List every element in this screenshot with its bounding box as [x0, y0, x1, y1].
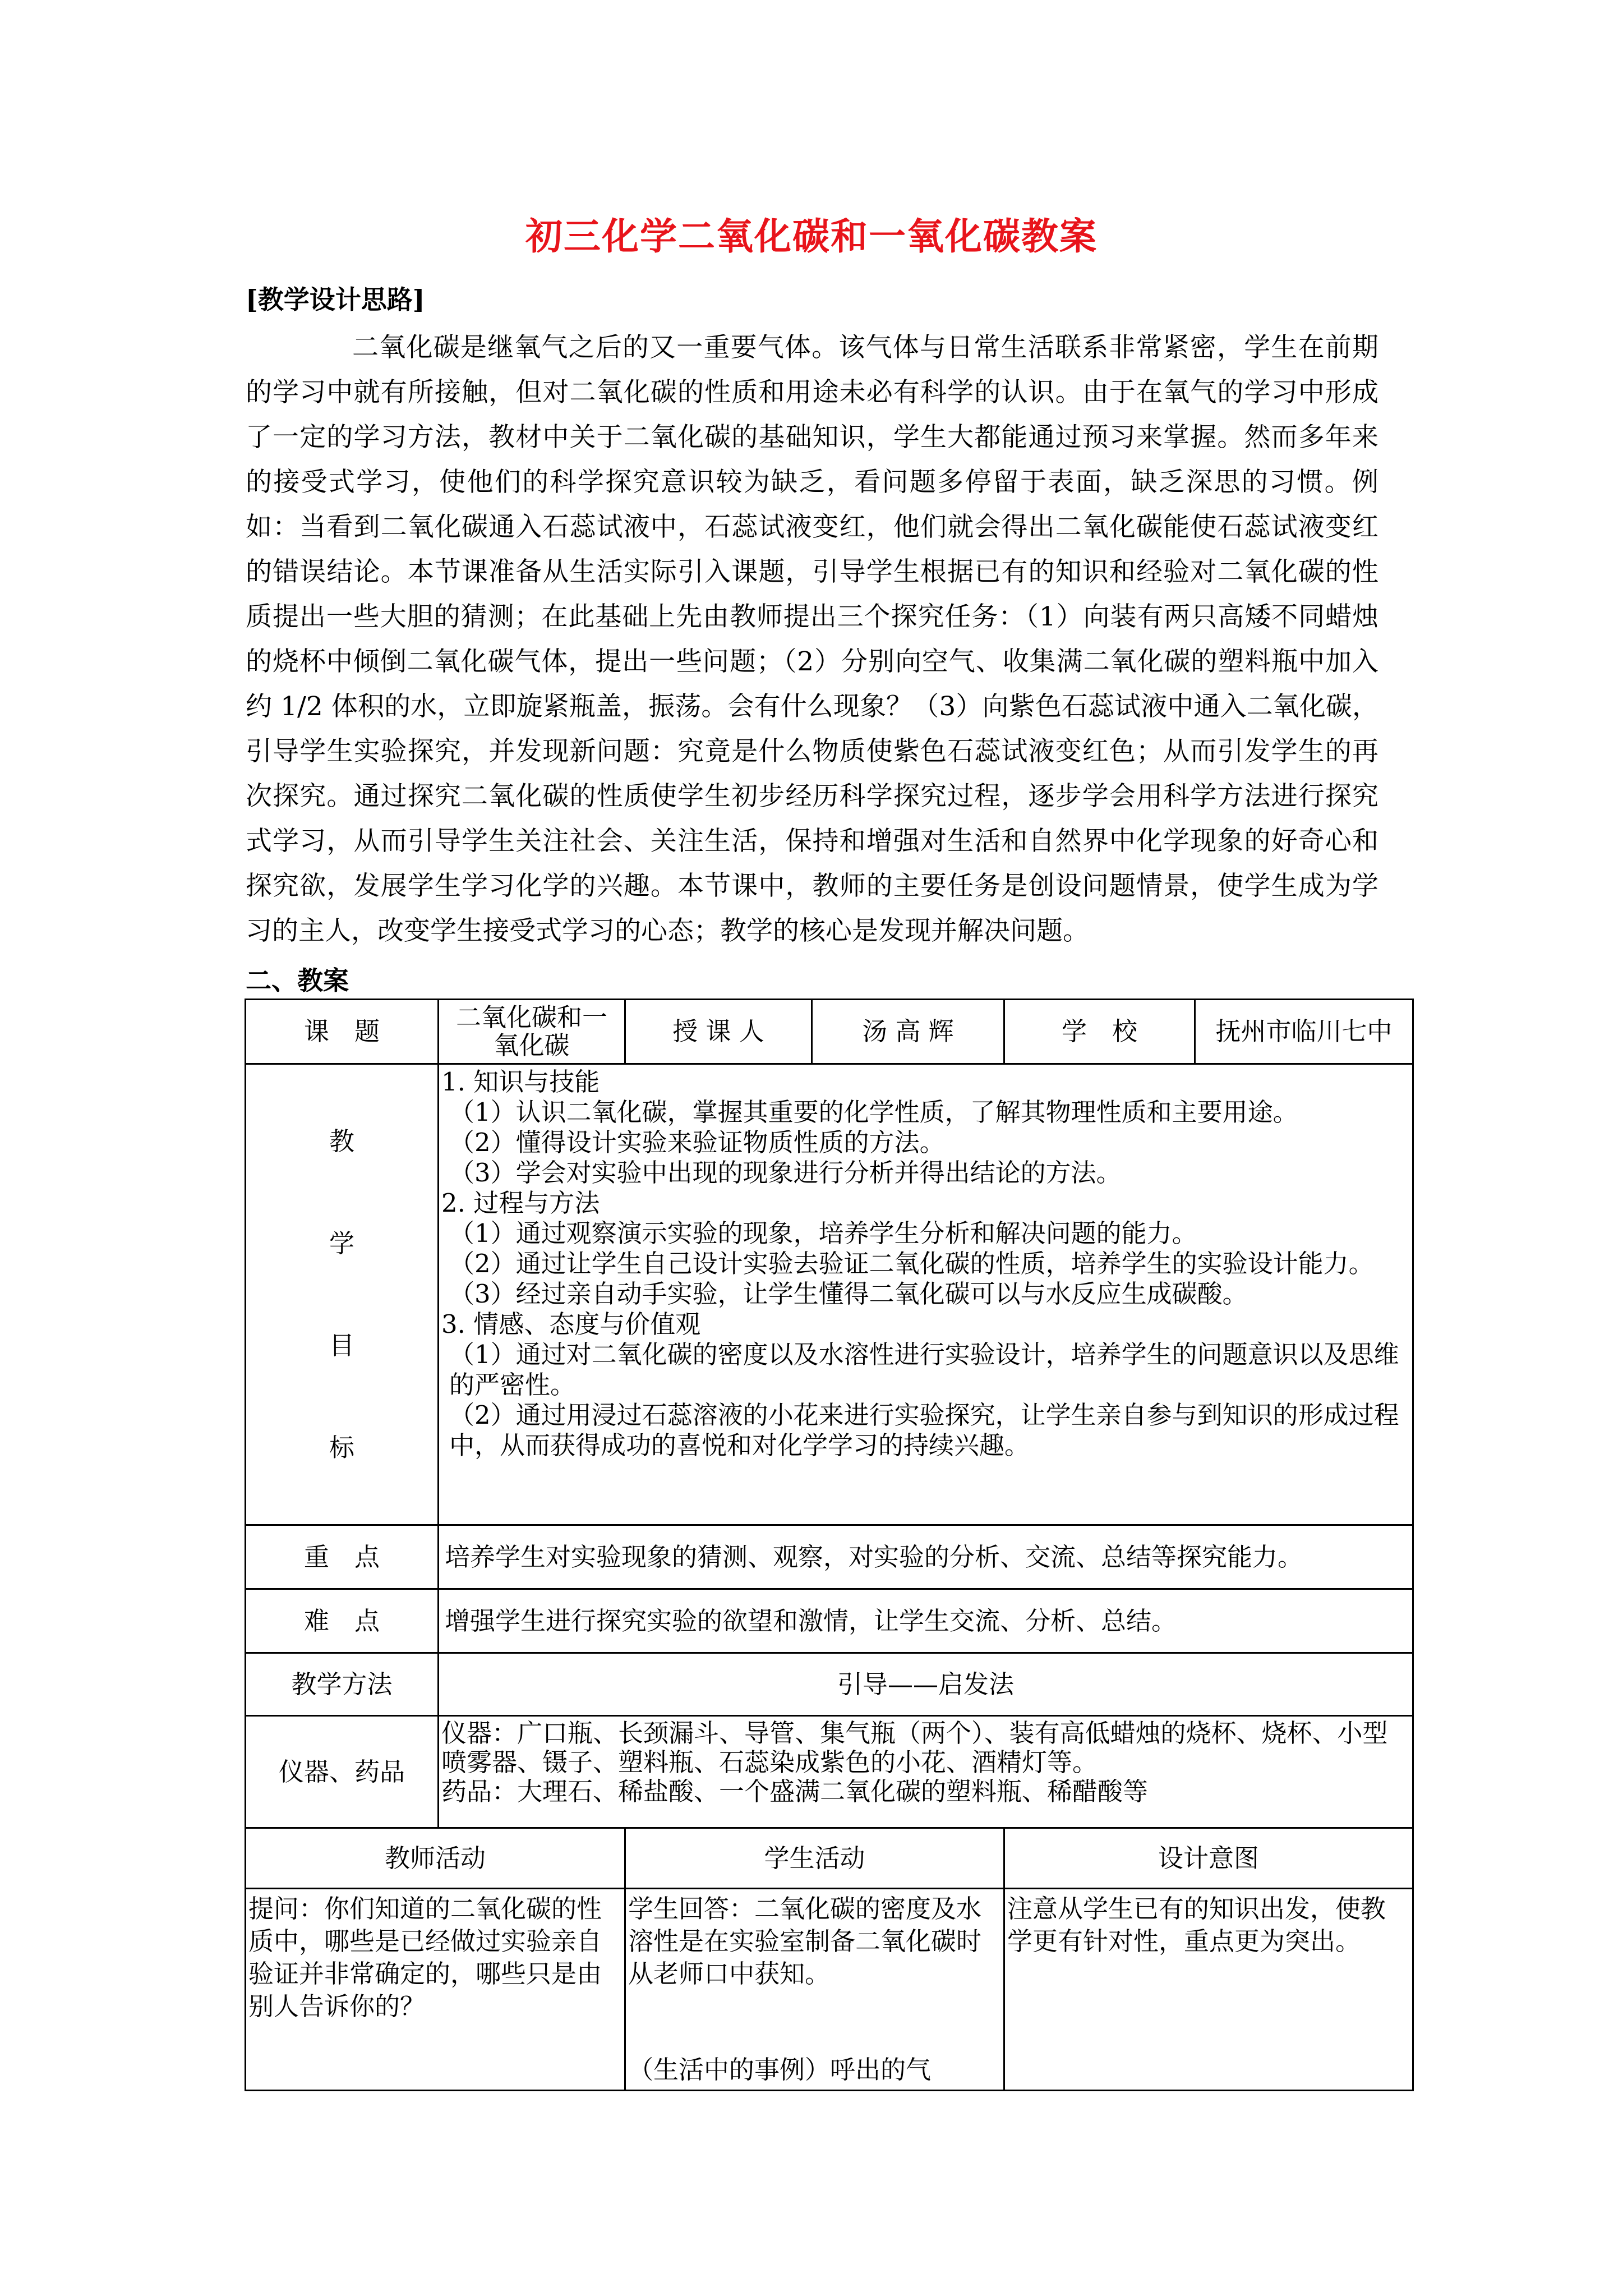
method-value: 引导——启发法	[439, 1653, 1413, 1716]
teacher-activity: 提问：你们知道的二氧化碳的性质中，哪些是已经做过实验亲自验证并非常确定的，哪些只是由别人告诉你的？	[246, 1889, 625, 2091]
goals-label-char: 标	[329, 1432, 354, 1462]
school-value: 抚州市临川七中	[1195, 1000, 1413, 1064]
student-activity-cell	[625, 1889, 1004, 2091]
goals-label-char: 教	[329, 1126, 354, 1156]
goal-item: （1）通过对二氧化碳的密度以及水溶性进行实验设计，培养学生的问题意识以及思维的严密性。	[449, 1340, 1399, 1400]
goal-heading: 1. 知识与技能	[441, 1067, 600, 1097]
teacher-label: 授 课 人	[625, 1000, 812, 1064]
key-points-row	[246, 1525, 1413, 1589]
design-paragraph-block	[246, 325, 1378, 954]
teacher-activity-header: 教师活动	[246, 1828, 625, 1889]
goal-item: （3）经过亲自动手实验，让学生懂得二氧化碳可以与水反应生成碳酸。	[449, 1279, 1248, 1309]
method-row	[246, 1653, 1413, 1716]
goal-item: （3）学会对实验中出现的现象进行分析并得出结论的方法。	[449, 1158, 1122, 1188]
design-paragraph: 二氧化碳是继氧气之后的又一重要气体。该气体与日常生活联系非常紧密，学生在前期的学习中就有所接触，但对二氧化碳的性质和用途未必有科学的认识。由于在氧气的学习中形成了一定的学习方法，教材中关于二氧化碳的基础知识，学生大都能通过预习来掌握。然而多年来的接受式学习，使他们的科学探究意识较为缺乏，看问题多停留于表面，缺乏深思的习惯。例如：当看到二氧化碳通入石蕊试液中，石蕊试液变红，他们就会得出二氧化碳能使石蕊试液变红的错误结论。本节课准备从生活实际引入课题，引导学生根据已有的知识和经验对二氧化碳的性质提出一些大胆的猜测；在此基础上先由教师提出三个探究任务：（1）向装有两只高矮不同蜡烛的烧杯中倾倒二氧化碳气体，提出一些问题；（2）分别向空气、收集满二氧化碳的塑料瓶中加入约 1/2 体积的水，立即旋紧瓶盖，振荡。会有什么现象？（3）向紫色石蕊试液中通入二氧化碳，引导学生实验探究，并发现新问题：究竟是什么物质使紫色石蕊试液变红色；从而引发学生的再次探究。通过探究二氧化碳的性质使学生初步经历科学探究过程，逐步学会用科学方法进行探究式学习，从而引导学生关注社会、关注生活，保持和增强对生活和自然界中化学现象的好奇心和探究欲，发展学生学习化学的兴趣。本节课中，教师的主要任务是创设问题情景，使学生成为学习的主人，改变学生接受式学习的心态；教学的核心是发现并解决问题。	[246, 332, 1378, 946]
info-row	[246, 1000, 1413, 1064]
goals-content	[439, 1064, 1413, 1525]
goal-heading: 2. 过程与方法	[441, 1188, 600, 1218]
goal-item: （1）认识二氧化碳，掌握其重要的化学性质，了解其物理性质和主要用途。	[449, 1097, 1298, 1127]
goal-item: （2）懂得设计实验来验证物质性质的方法。	[449, 1128, 945, 1157]
plan-heading: 二、教案	[246, 965, 349, 996]
goals-label-char: 学	[329, 1228, 354, 1258]
key-label: 重 点	[246, 1525, 439, 1589]
equipment-content	[439, 1716, 1413, 1828]
goals-row	[246, 1064, 1413, 1525]
method-label: 教学方法	[246, 1653, 439, 1716]
design-intent-header: 设计意图	[1004, 1828, 1413, 1889]
activity-header-row	[246, 1828, 1413, 1889]
key-value: 培养学生对实验现象的猜测、观察，对实验的分析、交流、总结等探究能力。	[439, 1525, 1413, 1589]
topic-value: 二氧化碳和一氧化碳	[439, 1000, 625, 1064]
goal-item: （1）通过观察演示实验的现象，培养学生分析和解决问题的能力。	[449, 1218, 1197, 1248]
goals-label-char: 目	[329, 1330, 354, 1360]
design-intent: 注意从学生已有的知识出发，使教学更有针对性，重点更为突出。	[1004, 1889, 1413, 2091]
goal-heading: 3. 情感、态度与价值观	[441, 1309, 701, 1339]
school-label: 学 校	[1004, 1000, 1195, 1064]
equipment-label: 仪器、药品	[246, 1716, 439, 1828]
teacher-value: 汤 高 辉	[812, 1000, 1004, 1064]
design-heading: [教学设计思路]	[246, 284, 425, 315]
equipment-row	[246, 1716, 1413, 1828]
page-title: 初三化学二氧化碳和一氧化碳教案	[525, 214, 1098, 258]
student-activity-header: 学生活动	[625, 1828, 1004, 1889]
goals-label	[246, 1064, 439, 1525]
student-activity: 学生回答：二氧化碳的密度及水溶性是在实验室制备二氧化碳时从老师口中获知。	[628, 1894, 982, 1989]
topic-label: 课 题	[246, 1000, 439, 1064]
difficulty-row	[246, 1589, 1413, 1653]
drugs-value: 药品：大理石、稀盐酸、一个盛满二氧化碳的塑料瓶、稀醋酸等	[441, 1777, 1149, 1806]
equipment-value: 仪器：广口瓶、长颈漏斗、导管、集气瓶（两个）、装有高低蜡烛的烧杯、烧杯、小型喷雾器、镊子、塑料瓶、石蕊染成紫色的小花、酒精灯等。	[441, 1718, 1388, 1777]
difficulty-label: 难 点	[246, 1589, 439, 1653]
activity-row	[246, 1889, 1413, 2091]
student-activity-extra: （生活中的事例）呼出的气	[628, 2055, 932, 2085]
goal-item: （2）通过让学生自己设计实验去验证二氧化碳的性质，培养学生的实验设计能力。	[449, 1249, 1374, 1278]
difficulty-value: 增强学生进行探究实验的欲望和激情，让学生交流、分析、总结。	[439, 1589, 1413, 1653]
lesson-plan-table	[245, 999, 1414, 2091]
goal-item: （2）通过用浸过石蕊溶液的小花来进行实验探究，让学生亲自参与到知识的形成过程中，从而获得成功的喜悦和对化学学习的持续兴趣。	[449, 1400, 1399, 1460]
